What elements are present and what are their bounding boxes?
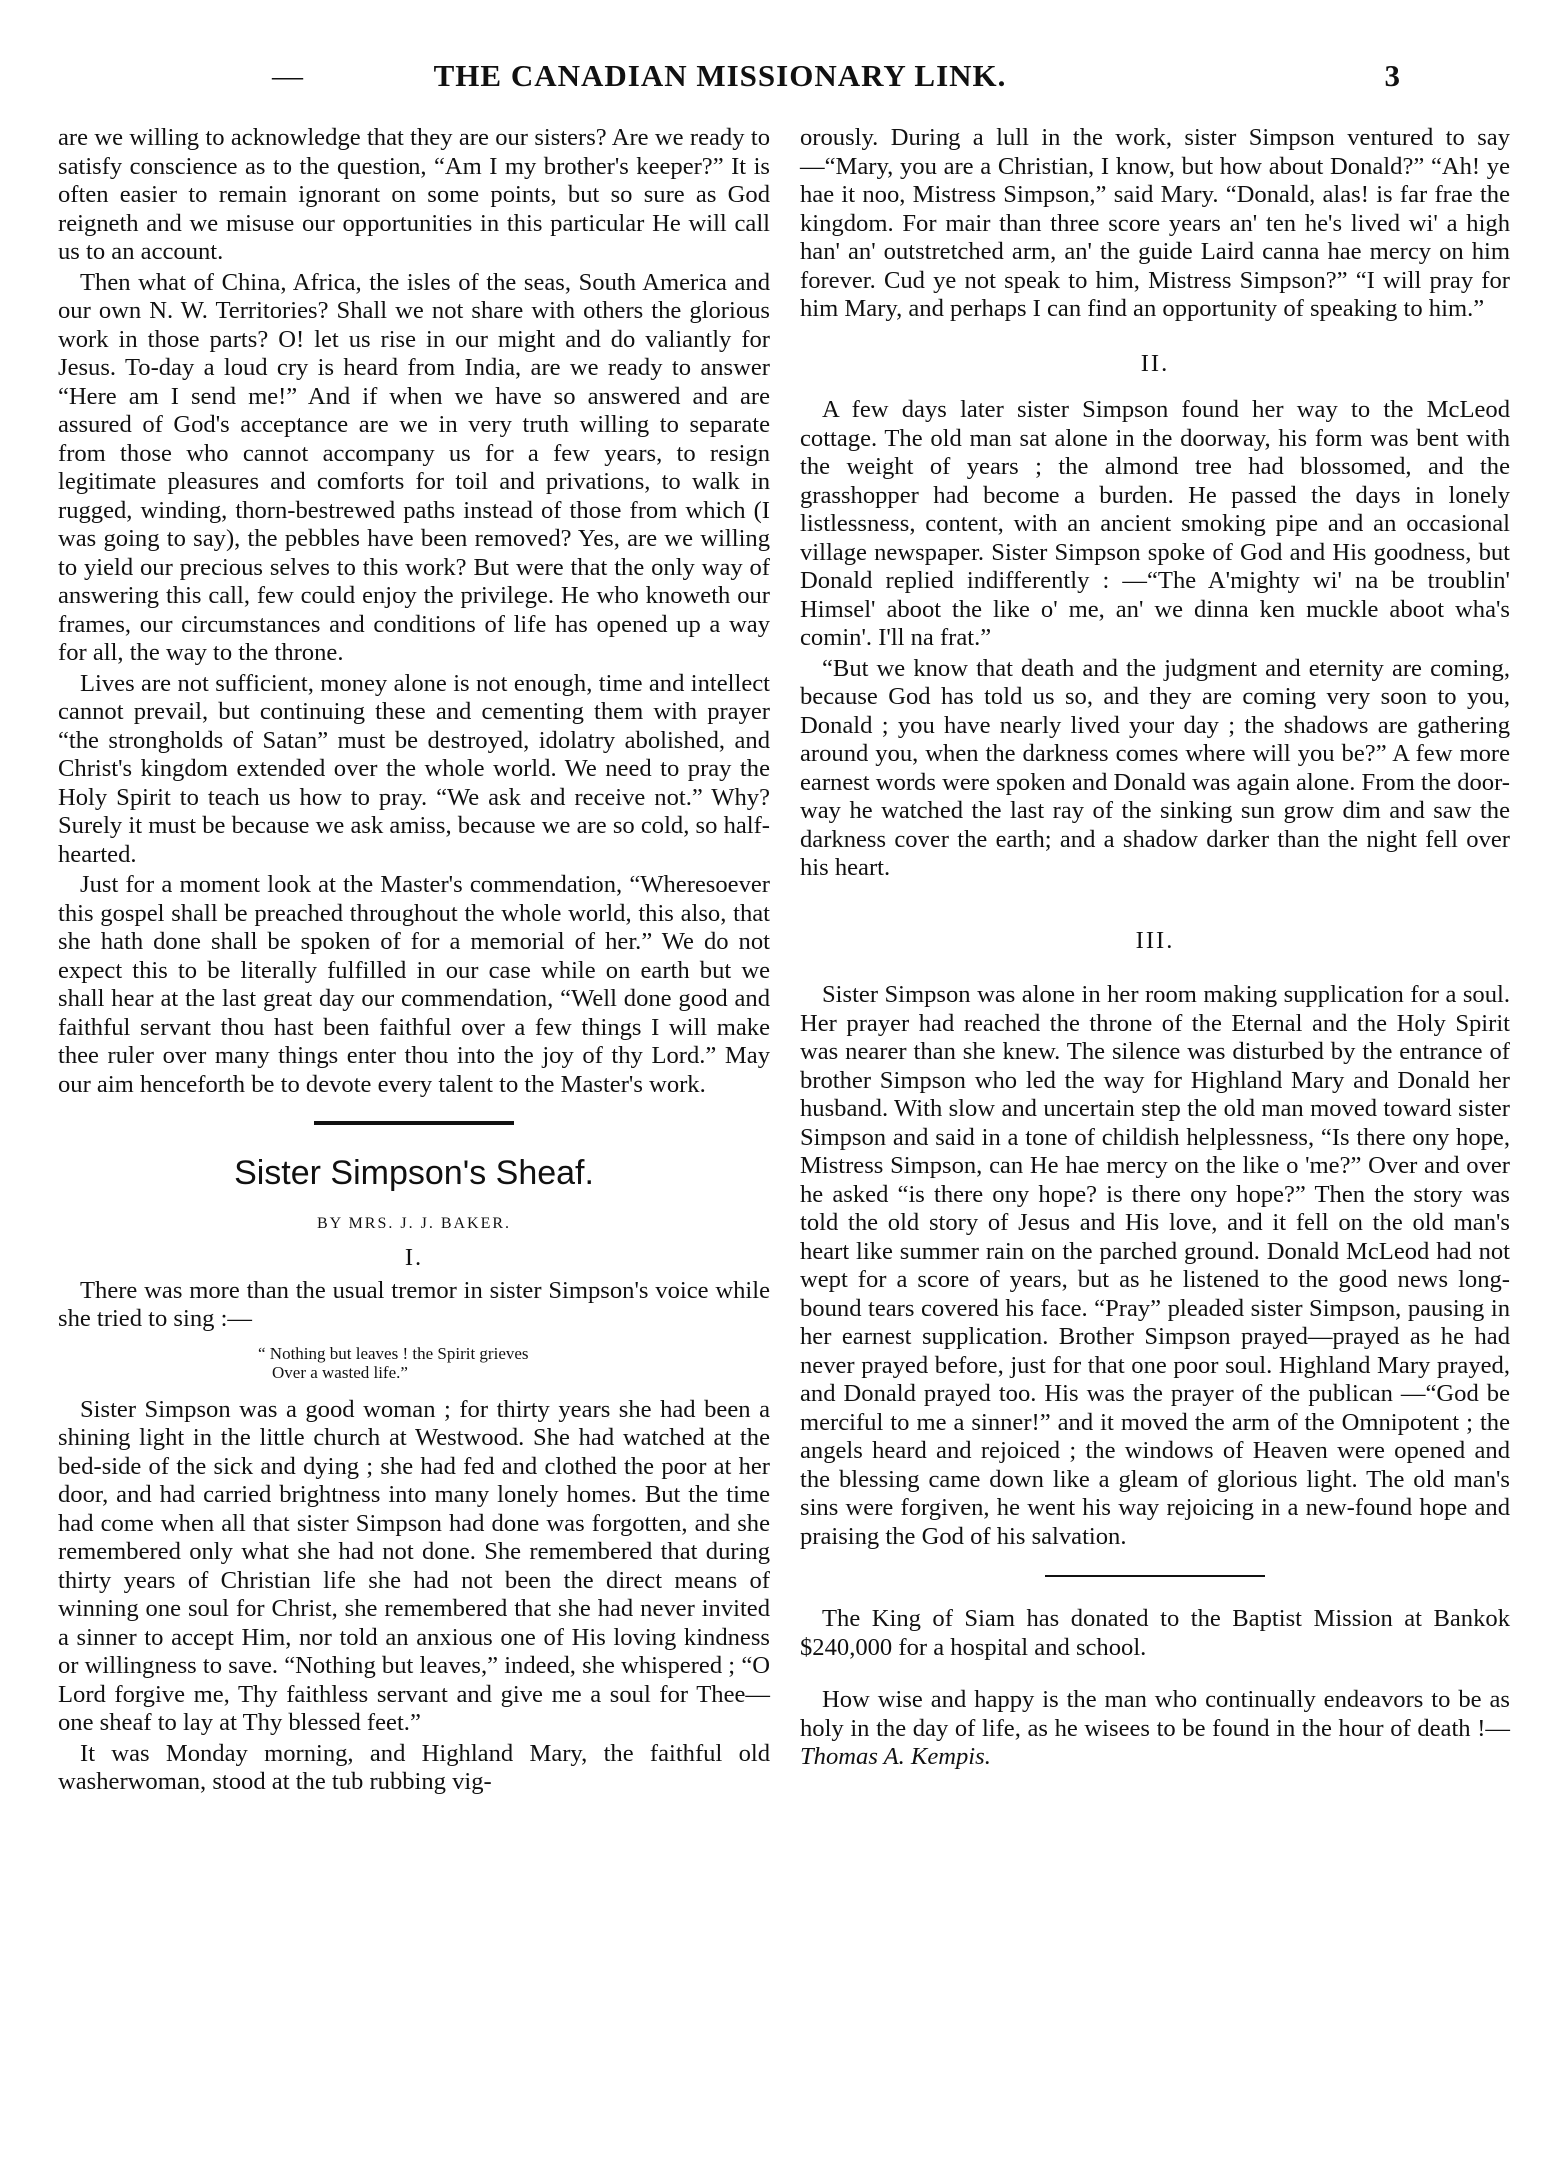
quote-text: How wise and happy is the man who continually endeavors to be as holy in the day of life, as he wisees to be found in the hour of death !—: [800, 1686, 1510, 1742]
left-column: [58, 124, 770, 1799]
paragraph: A few days later sister Simpson found her way to the McLeod cottage. The old man sat alone in the doorway, his form was bent with the weight of years ; the almond tree had blossomed, and the grasshopper had become a burden. He passed the days in lonely listlessness, content, with an ancient smoking pipe and an occasional village newspaper. Sister Simpson spoke of God and His goodness, but Donald replied indifferently : —“The A'mighty wi' na be troublin' Himsel' aboot the like o' me, an' we dinna ken muckle aboot wha's comin'. I'll na frat.”: [800, 396, 1510, 651]
paragraph: are we willing to acknowledge that they are our sisters? Are we ready to satisfy conscience as to the question, “Am I my brother's keeper?” It is often easier to remain ignorant on some points, but so sure as God reigneth and we misuse our opportunities in this particular He will call us to an account.: [58, 124, 770, 265]
paragraph: Lives are not sufficient, money alone is not enough, time and intellect cannot prevail, but continuing these and cementing them with prayer “the strongholds of Satan” must be destroyed, idolatry abolished, and Christ's kingdom extended over the whole world. We need to pray the Holy Spirit to teach us how to pray. “We ask and receive not.” Why? Surely it must be because we ask amiss, because we are so cold, so half-hearted.: [58, 669, 770, 868]
poem-line: Over a wasted life.”: [272, 1362, 408, 1382]
paragraph: [800, 1686, 1510, 1772]
paragraph: Just for a moment look at the Master's commendation, “Wheresoever this gospel shall be preached throughout the whole world, this also, that she hath done shall be spoken of for a memorial of her.” We do not expect this to be literally fulfilled in our case while on earth but we shall hear at the last great day our commendation, “Well done good and faithful servant thou hast been faithful over a few things I will make thee ruler over many things enter thou into the joy of thy Lord.” May our aim henceforth be to devote every talent to the Master's work.: [58, 871, 770, 1098]
section-number: I.: [404, 1244, 424, 1271]
paragraph: “But we know that death and the judgment and eternity are coming, because God has told us so, and they are coming very soon to you, Donald ; you have nearly lived your day ; the shadows are gathering around you, when the darkness comes where will you be?” A few more earnest words were spoken and Donald was again alone. From the door-way he watched the last ray of the sinking sun grow dim and saw the darkness cover the earth; and a shadow darker than the night fell over his heart.: [800, 654, 1510, 881]
article-byline: BY MRS. J. J. BAKER.: [316, 1214, 512, 1232]
section-divider: [1045, 1575, 1265, 1577]
poem-quote: [258, 1344, 770, 1382]
paragraph: orously. During a lull in the work, sister Simpson ventured to say—“Mary, you are a Christian, I know, but how about Donald?” “Ah! ye hae it noo, Mistress Simpson,” said Mary. “Donald, alas! is far frae the kingdom. For mair than three score years an' ten he's lived wi' a high han' an' outstretched arm, an' the guide Laird canna hae mercy on him forever. Cud ye not speak to him, Mistress Simpson?” “I will pray for him Mary, and perhaps I can find an opportunity of speaking to him.”: [800, 124, 1510, 322]
quote-attribution: Thomas A. Kempis.: [800, 1743, 991, 1770]
publication-title: THE CANADIAN MISSIONARY LINK.: [433, 58, 1007, 93]
paragraph: Sister Simpson was alone in her room making supplication for a soul. Her prayer had reached the throne of the Eternal and the Holy Spirit was nearer than she knew. The silence was disturbed by the entrance of brother Simpson who led the way for Highland Mary and Donald her husband. With slow and uncertain step the old man moved toward sister Simpson and said in a tone of childish helplessness, “Is there ony hope, Mistress Simpson, can He hae mercy on the like o 'me?” Over and over he asked “is there ony hope? is there ony hope?” Then the story was told the old story of Jesus and His love, and it fell on the old man's heart like summer rain on the parched ground. Donald McLeod had not wept for a score of years, but as he listened to the good news long-bound tears covered his face. “Pray” pleaded sister Simpson, pausing in her earnest supplication. Brother Simpson prayed—prayed as he had never prayed before, just for that one poor soul. Highland Mary prayed, and Donald prayed too. His was the prayer of the publican —“God be merciful to me a sinner!” and it moved the arm of the Omnipotent ; the angels heard and rejoiced ; the windows of Heaven were opened and the blessing came down like a gleam of glorious light. The old man's sins were forgiven, he went his way rejoicing in a new-found hope and praising the God of his salvation.: [800, 981, 1510, 1550]
paragraph: There was more than the usual tremor in sister Simpson's voice while she tried to sing :—: [58, 1276, 770, 1332]
paragraph: Then what of China, Africa, the isles of the seas, South America and our own N. W. Territories? Shall we not share with others the glorious work in those parts? O! let us rise in our might and do valiantly for Jesus. To-day a loud cry is heard from India, are we ready to answer “Here am I send me!” And if when we have so answered and are assured of God's acceptance are we in very truth willing to separate from those who cannot accompany us for a few years, to resign legitimate pleasures and comforts for toil and privations, to walk in rugged, winding, thorn-bestrewed paths instead of those from which (I was going to say), the pebbles have been removed? Yes, are we willing to yield our precious selves to this work? But were that the only way of answering this call, few could enjoy the privilege. He who knoweth our frames, our circumstances and conditions of life has opened up a way for all, the way to the throne.: [58, 268, 770, 666]
section-number: II.: [1140, 349, 1170, 377]
page-header: [40, 58, 1400, 108]
poem-line: “ Nothing but leaves ! the Spirit grieves: [258, 1343, 529, 1363]
section-divider: [314, 1121, 514, 1125]
page-number: 3: [1384, 58, 1400, 93]
section-number: III.: [1135, 926, 1175, 954]
paragraph: Sister Simpson was a good woman ; for thirty years she had been a shining light in the little church at Westwood. She had watched at the bed-side of the sick and dying ; she had fed and clothed the poor at her door, and had carried brightness into many lonely homes. But the time had come when all that sister Simpson had done was forgotten, and she remembered only what she had not done. She remembered that during thirty years of Christian life she had not been the direct means of winning one soul for Christ, she remembered that she had never invited a sinner to accept Him, nor told an anxious one of His loving kindness or willingness to save. “Nothing but leaves,” indeed, she whispered ; “O Lord forgive me, Thy faithless servant and give me a soul for Thee—one sheaf to lay at Thy blessed feet.”: [58, 1395, 770, 1736]
right-column: [800, 124, 1510, 1774]
spacer: [800, 1664, 1510, 1686]
paragraph: The King of Siam has donated to the Baptist Mission at Bankok $240,000 for a hospital and school.: [800, 1605, 1510, 1661]
paragraph: It was Monday morning, and Highland Mary, the faithful old washerwoman, stood at the tub rubbing vig-: [58, 1739, 770, 1795]
article-title: Sister Simpson's Sheaf.: [234, 1154, 594, 1192]
header-dash: —: [272, 58, 303, 93]
